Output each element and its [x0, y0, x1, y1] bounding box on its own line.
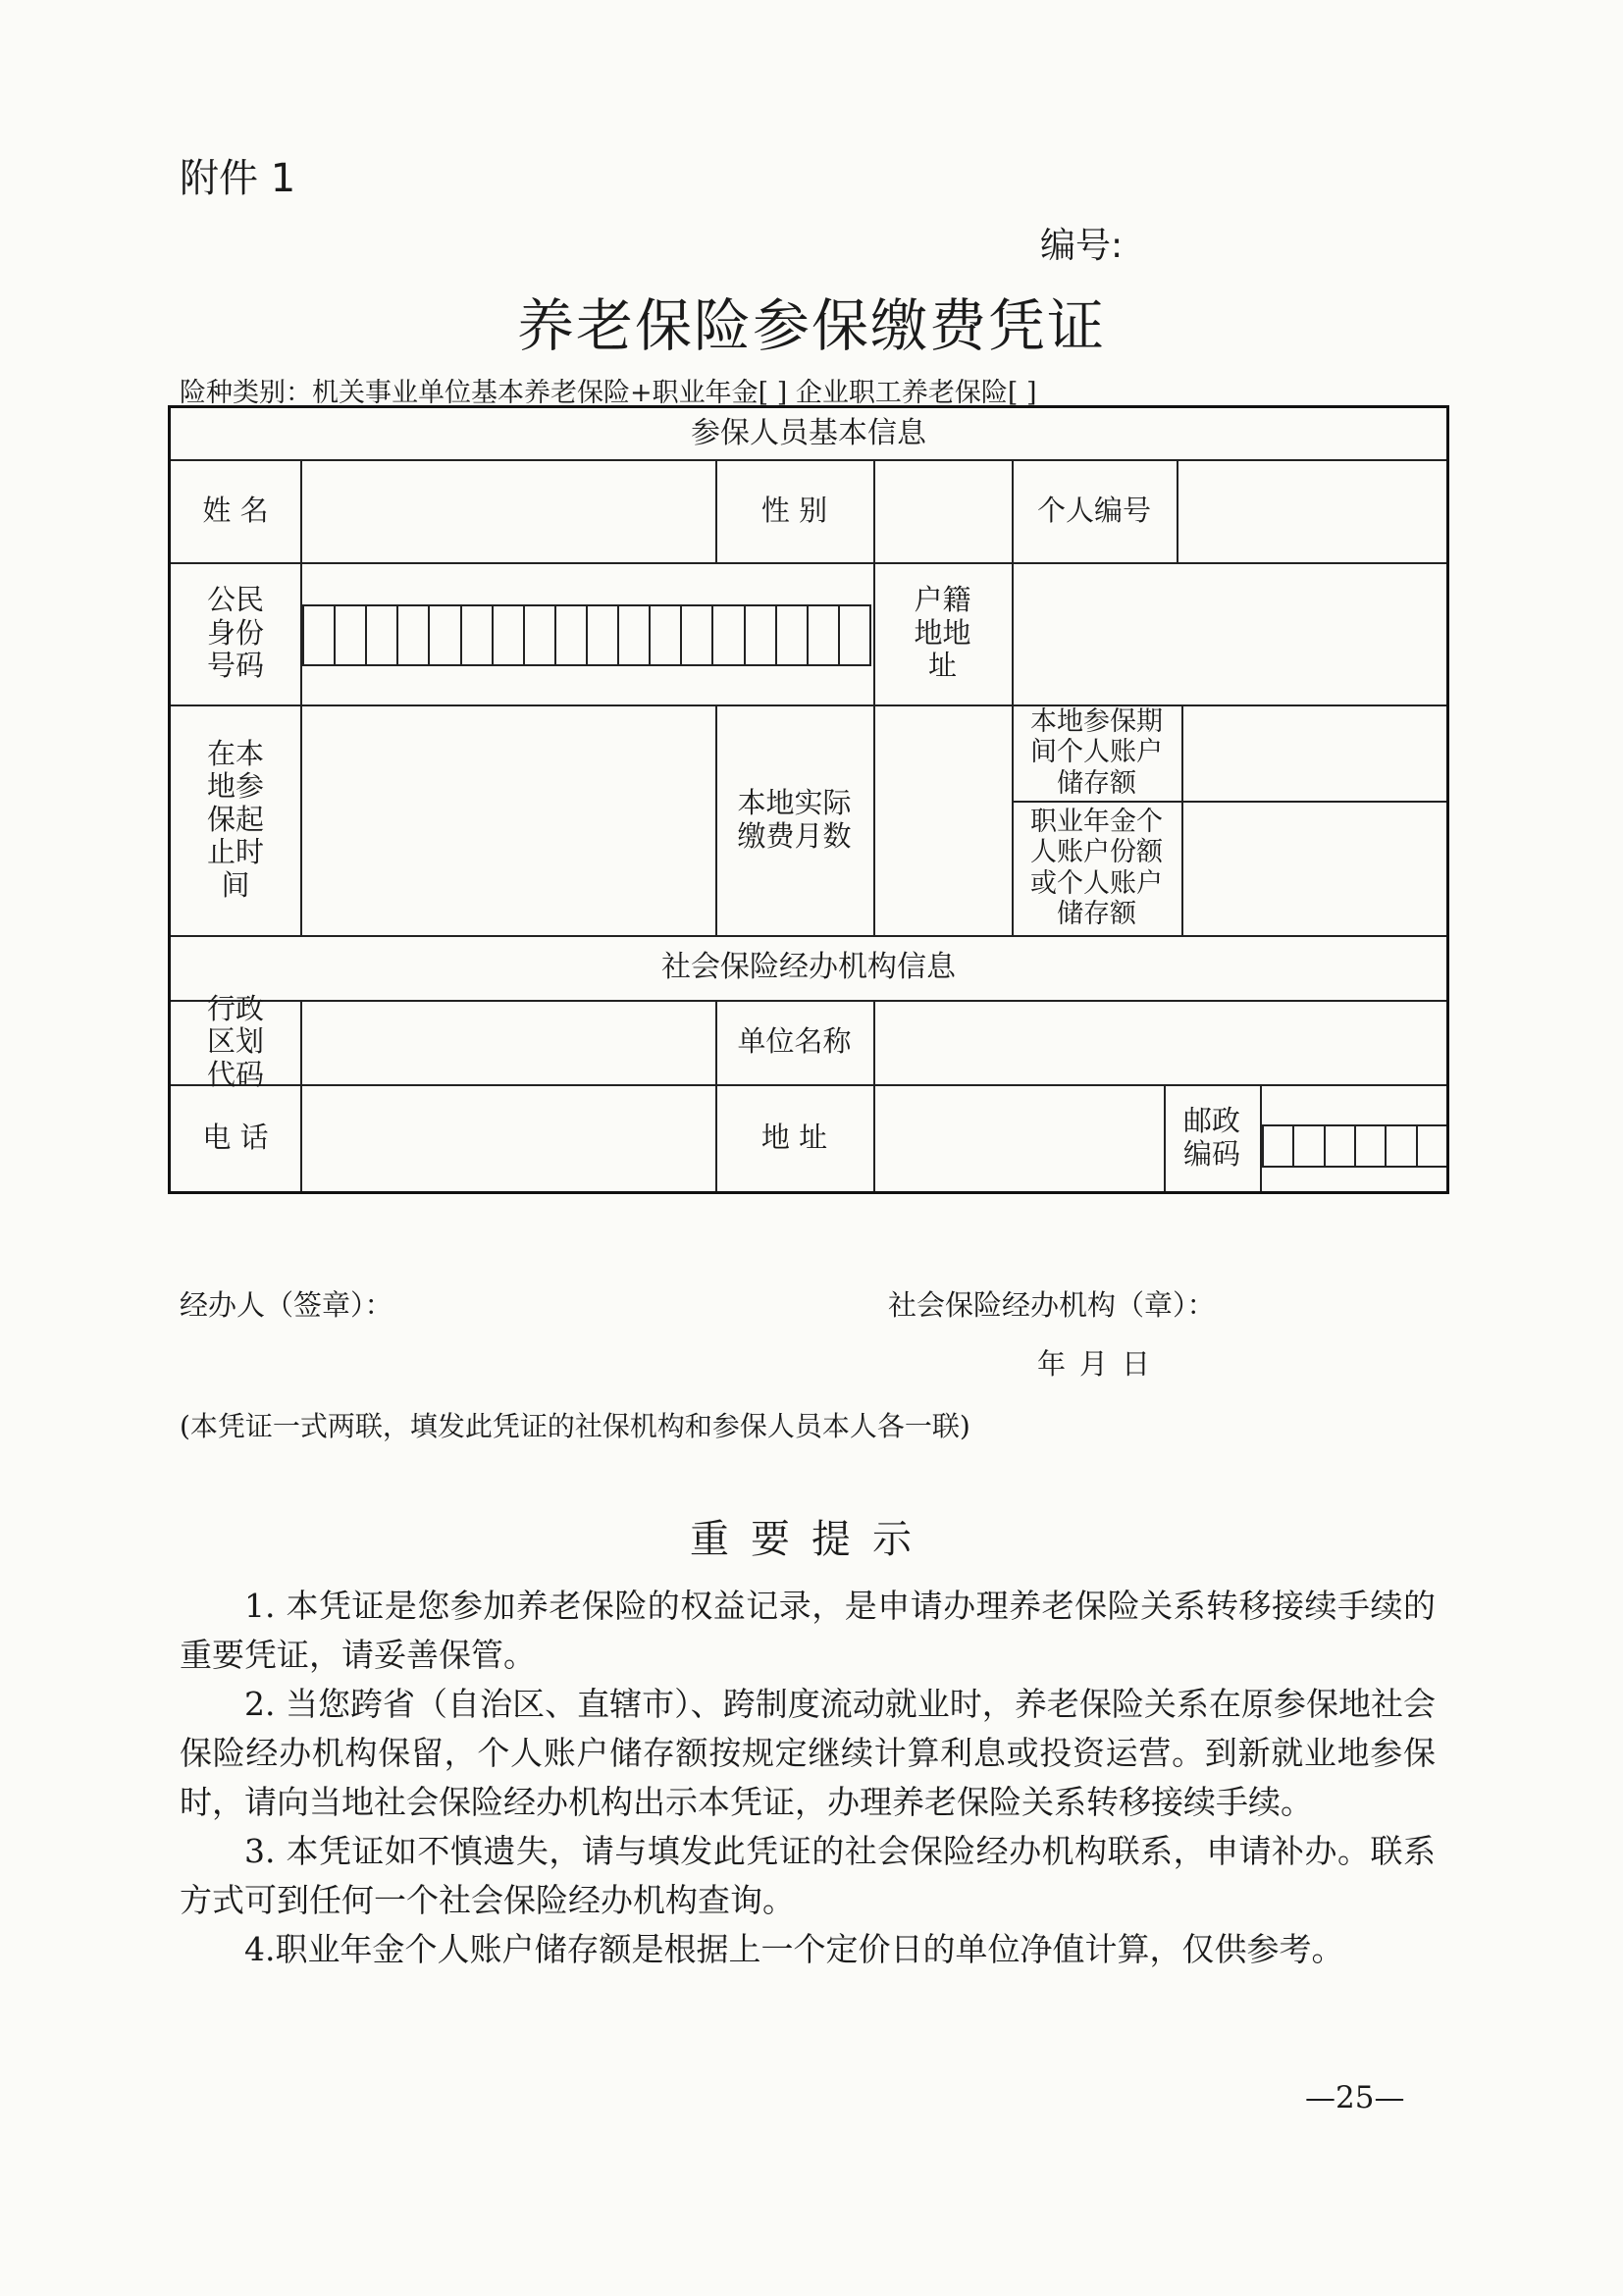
- digit-box[interactable]: [775, 606, 807, 664]
- digit-box[interactable]: [1416, 1126, 1446, 1166]
- notice-title: 重要提示: [690, 1517, 933, 1562]
- personal-id-field[interactable]: [1178, 459, 1446, 562]
- digit-box[interactable]: [617, 606, 649, 664]
- district-code-label: 行政区划代码: [206, 991, 264, 1091]
- unit-name-label: 单位名称: [737, 1024, 852, 1059]
- digit-box[interactable]: [586, 606, 617, 664]
- notice-item: 1. 本凭证是您参加养老保险的权益记录，是申请办理养老保险关系转移接续手续的重要凭证，请妥善保管。: [180, 1587, 1436, 1674]
- notice-item: 3. 本凭证如不慎遗失，请与填发此凭证的社会保险经办机构联系，申请补办。联系方式可到任何一个社会保险经办机构查询。: [180, 1832, 1436, 1919]
- digit-box[interactable]: [428, 606, 459, 664]
- digit-box[interactable]: [1262, 1126, 1292, 1166]
- name-label: 姓 名: [202, 493, 269, 527]
- date-line: 年月日: [1037, 1347, 1165, 1381]
- handler-signature-label: 经办人（签章）：: [180, 1288, 393, 1322]
- digit-box[interactable]: [460, 606, 492, 664]
- section-agency-header: 社会保险经办机构信息: [661, 949, 956, 984]
- postcode-label: 邮政编码: [1183, 1104, 1241, 1171]
- account-balance-field[interactable]: [1183, 704, 1446, 801]
- agency-seal-label: 社会保险经办机构（章）：: [888, 1288, 1216, 1322]
- notice-item: 4.职业年金个人账户储存额是根据上一个定价日的单位净值计算，仅供参考。: [244, 1930, 1344, 1968]
- digit-box[interactable]: [649, 606, 680, 664]
- local-period-field[interactable]: [302, 704, 715, 935]
- document-title: 养老保险参保缴费凭证: [516, 292, 1106, 359]
- digit-box[interactable]: [523, 606, 554, 664]
- months-paid-label: 本地实际缴费月数: [737, 786, 852, 853]
- digit-box[interactable]: [680, 606, 711, 664]
- annuity-balance-label: 职业年金个人账户份额或个人账户储存额: [1030, 807, 1163, 929]
- digit-box[interactable]: [492, 606, 523, 664]
- months-paid-field[interactable]: [875, 704, 1012, 935]
- section-person-header: 参保人员基本信息: [691, 415, 926, 450]
- name-field[interactable]: [302, 459, 715, 562]
- page-number: —25—: [1305, 2080, 1405, 2115]
- digit-box[interactable]: [365, 606, 396, 664]
- address-label: 地 址: [760, 1120, 828, 1154]
- attachment-label: 附件 1: [180, 156, 296, 201]
- digit-box[interactable]: [807, 606, 838, 664]
- digit-box[interactable]: [1385, 1126, 1415, 1166]
- unit-name-field[interactable]: [875, 1000, 1446, 1084]
- digit-box[interactable]: [396, 606, 428, 664]
- gender-field[interactable]: [875, 459, 1012, 562]
- digit-box[interactable]: [554, 606, 586, 664]
- digit-box[interactable]: [1324, 1126, 1354, 1166]
- phone-label: 电 话: [202, 1120, 269, 1154]
- digit-box[interactable]: [838, 606, 869, 664]
- copies-note: (本凭证一式两联，填发此凭证的社保机构和参保人员本人各一联): [180, 1410, 970, 1442]
- citizen-id-label: 公民身份号码: [206, 583, 264, 683]
- local-period-label: 在本地参保起止时间: [206, 737, 264, 902]
- digit-box[interactable]: [302, 606, 334, 664]
- digit-box[interactable]: [711, 606, 743, 664]
- contribution-form: [168, 405, 1449, 1194]
- district-code-field[interactable]: [302, 1000, 715, 1084]
- notice-body: [180, 1582, 1436, 1974]
- household-address-field[interactable]: [1014, 562, 1446, 704]
- annuity-balance-field[interactable]: [1183, 801, 1446, 935]
- phone-field[interactable]: [302, 1084, 715, 1191]
- account-balance-label: 本地参保期间个人账户储存额: [1030, 706, 1163, 799]
- personal-id-label: 个人编号: [1036, 493, 1151, 527]
- citizen-id-digit-boxes[interactable]: [302, 604, 871, 666]
- serial-number-label: 编号:: [1040, 226, 1124, 266]
- digit-box[interactable]: [744, 606, 775, 664]
- postcode-digit-boxes[interactable]: [1262, 1124, 1446, 1168]
- digit-box[interactable]: [334, 606, 365, 664]
- digit-box[interactable]: [1292, 1126, 1323, 1166]
- digit-box[interactable]: [1354, 1126, 1385, 1166]
- household-address-label: 户籍地地 址: [914, 583, 971, 683]
- address-field[interactable]: [875, 1084, 1164, 1191]
- insurance-type-line: 险种类别：机关事业单位基本养老保险+职业年金[ ] 企业职工养老保险[ ]: [180, 378, 1037, 408]
- notice-item: 2. 当您跨省（自治区、直辖市）、跨制度流动就业时，养老保险关系在原参保地社会保险经办机构保留，个人账户储存额按规定继续计算利息或投资运营。到新就业地参保时，请向当地社会保险经办机构出示本凭证，办理养老保险关系转移接续手续。: [180, 1685, 1436, 1821]
- gender-label: 性 别: [760, 493, 828, 527]
